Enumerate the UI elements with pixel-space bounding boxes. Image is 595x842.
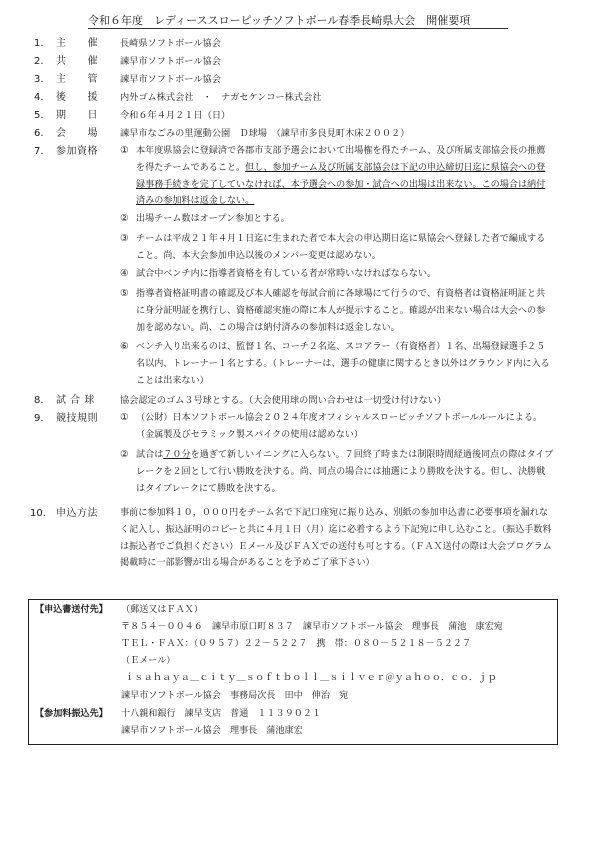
send-note: （郵送又はＦＡＸ）: [121, 605, 203, 615]
bank-account: 十八親和銀行 諫早支店 普通 １１３９０２１: [121, 709, 322, 719]
address: 〒８５４－００４６ 諫早市原口町８３７ 諫早市ソフトボール協会 理事長 蒲池 康宏宛: [121, 622, 503, 632]
eligibility-marker: ③: [120, 233, 129, 244]
item-number: 6.: [34, 128, 44, 139]
eligibility-item-6: ベンチ入り出来るのは、監督１名、コーチ２名迄、スコアラー（有資格者）１名、出場登録選手２５名以内、トレーナー１名とする。（トレーナーは、選手の健康に関するとき以外はグラウンド内に入ることは出来ない）: [136, 342, 550, 386]
item-number: 8.: [34, 395, 44, 406]
eligibility-marker: ①: [120, 145, 129, 156]
rules-marker: ①: [120, 412, 129, 423]
eligibility-item-4: 試合中ベンチ内に指導者資格を有している者が常時いなければならない。: [136, 269, 437, 279]
item-label: 主 管: [56, 74, 98, 85]
item-number: 5.: [34, 110, 44, 121]
item-label: 主 催: [56, 38, 98, 49]
rules-marker: ②: [120, 449, 129, 460]
contact-person: 諫早市ソフトボール協会 事務局次長 田中 伸治 宛: [121, 691, 349, 701]
item-value: 諫早市ソフトボール協会: [120, 74, 221, 85]
email-address: ｉｓａｈａｙａ＿ｃｉｔｙ＿ｓｏｆｔｂｏｌｌ＿ｓｉｌｖｅｒ＠ｙａｈｏｏ．ｃｏ．ｊｐ: [125, 673, 497, 683]
item-number: 7.: [34, 146, 44, 157]
eligibility-marker: ⑥: [120, 341, 129, 352]
item-number: 2.: [34, 56, 44, 67]
item-number: 10.: [30, 508, 46, 519]
eligibility-item-1: 本年度県協会に登録済で各郡市支部予選会において出場権を得たチーム、及び所属支部協会長の推薦を得たチームであること。但し、参加チーム及び所属支部協会は下記の申込締切日迄に県協会への登録事務手続きを完了していなければ、本予選会への参加・試合への出場は出来ない。この場合は納付済みの参加料は返金しない。: [136, 146, 546, 207]
item-number: 3.: [34, 74, 44, 85]
email-label: （Ｅメール）: [121, 656, 176, 666]
item-label: 申込方法: [56, 508, 98, 519]
eligibility-marker: ⑤: [120, 288, 129, 299]
item-label: 共 催: [56, 56, 98, 67]
payee: 諫早市ソフトボール協会 理事長 蒲池康宏: [121, 726, 303, 736]
item-label: 期 日: [56, 110, 98, 121]
eligibility-marker: ②: [120, 213, 129, 224]
item-label: 試 合 球: [56, 395, 95, 406]
rules-item-1: （公財）日本ソフトボール協会２０２４年度オフィシャルスローピッチソフトボールルールによる。（金属製及びセラミック製スパイクの使用は認めない）: [136, 413, 543, 440]
item-value: 内外ゴム株式会社 ・ ナガセケンコー株式会社: [120, 92, 322, 103]
rules-item-2: 試合は７０分を過ぎて新しいイニングに入らない。７回終了時または制限時間経過後同点の際はタイブレークを２回として行い勝敗を決する。尚、同点の場合には抽選により勝敗を決する。但し、決勝戦はタイブレークにて勝敗を決する。: [136, 450, 554, 494]
item-number: 4.: [34, 92, 44, 103]
phone: ＴＥＬ・ＦＡＸ：（０９５７）２２－５２２７ 携 帯：０８０－５２１８－５２２７: [121, 639, 472, 649]
eligibility-item-2: 出場チーム数はオープン参加とする。: [136, 214, 290, 224]
application-text: 事前に参加料１０，０００円をチーム名で下記口座宛に振り込み、別紙の参加申込書に必要事項を漏れなく記入し、振込証明のコピーと共に４月１日（月）迄に必着するよう下記宛に申し込むこと。（振込手数料は振込者でご負担ください）Ｅメール及びＦＡＸでの送付も可とする。（ＦＡＸ送付の際は大会プログラム掲載時に一部影響が出る場合があることを予めご了承下さい）: [120, 508, 552, 569]
page-title: 令和６年度 レディーススローピッチソフトボール春季長崎県大会 開催要項: [88, 14, 508, 29]
contact-box: [28, 599, 558, 745]
item-label: 参加資格: [56, 146, 98, 157]
eligibility-marker: ④: [120, 268, 129, 279]
item-value: 諫早市なごみの里運動公園 Ｄ球場 （諫早市多良見町木床２００２）: [120, 128, 410, 139]
item-value: 協会認定のゴム３号球とする。（大会使用球の問い合わせは一切受け付けない）: [120, 395, 447, 406]
send-label: 【申込書送付先】: [35, 605, 108, 615]
eligibility-item-5: 指導者資格証明書の確認及び本人確認を毎試合前に各球場にて行うので、有資格者は資格証明証と共に身分証明証を携行し、資格確認実施の際に本人が提示すること。確認が出来ない場合は大会への参加を認めない。尚、この場合は納付済みの参加料は返金しない。: [136, 289, 546, 333]
item-value: 諫早市ソフトボール協会: [120, 56, 221, 67]
payment-label: 【参加料振込先】: [35, 709, 108, 719]
item-value: 長崎県ソフトボール協会: [120, 38, 221, 49]
item-label: 後 援: [56, 92, 98, 103]
item-number: 1.: [34, 38, 44, 49]
item-label: 競技規則: [56, 413, 98, 424]
item-value: 令和６年４月２１日（日）: [120, 110, 231, 121]
eligibility-item-3: チームは平成２１年４月１日迄に生まれた者で本大会の申込期日迄に県協会へ登録した者で編成すること。尚、本大会参加申込以後のメンバー変更は認めない。: [136, 234, 546, 261]
item-label: 会 場: [56, 128, 98, 139]
item-number: 9.: [34, 413, 44, 424]
